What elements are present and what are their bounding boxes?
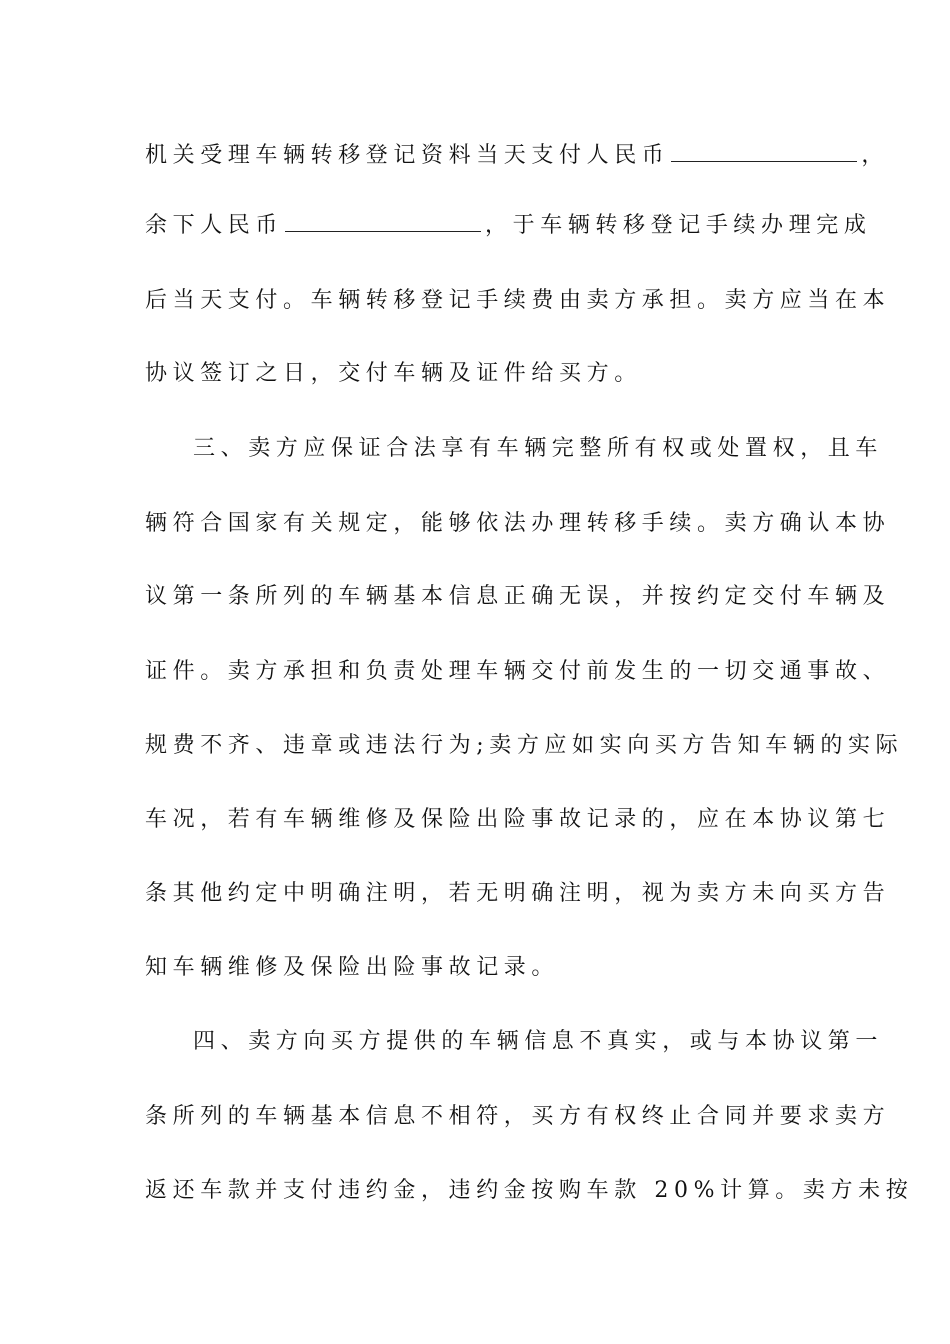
line-3-text: 后当天支付。车辆转移登记手续费由卖方承担。卖方应当在本: [145, 288, 891, 313]
text-line-2: [145, 210, 872, 242]
line-4-text: 协议签订之日，交付车辆及证件给买方。: [145, 361, 642, 386]
paragraph-3-start: [193, 433, 884, 465]
line-5-text: 三、卖方应保证合法享有车辆完整所有权或处置权，且车: [193, 436, 884, 461]
text-line-9: [145, 730, 904, 762]
line-12-text: 知车辆维修及保险出险事故记录。: [145, 955, 560, 980]
line-10-text: 车况，若有车辆维修及保险出险事故记录的，应在本协议第七: [145, 807, 891, 832]
text-line-11: [145, 878, 891, 910]
text-line-15: [145, 1175, 914, 1207]
line-2-suffix: ，于车辆转移登记手续办理完成: [485, 213, 872, 238]
text-line-10: [145, 804, 891, 836]
blank-amount-2: [285, 211, 481, 232]
line-14-text: 条所列的车辆基本信息不相符，买方有权终止合同并要求卖方: [145, 1104, 891, 1129]
line-13-text: 四、卖方向买方提供的车辆信息不真实，或与本协议第一: [193, 1029, 884, 1054]
text-line-3: [145, 285, 891, 317]
text-line-4: [145, 358, 825, 390]
line-1-text: 机关受理车辆转移登记资料当天支付人民币: [145, 143, 670, 168]
line-11-text: 条其他约定中明确注明，若无明确注明，视为卖方未向买方告: [145, 881, 891, 906]
line-6-text: 辆符合国家有关规定，能够依法办理转移手续。卖方确认本协: [145, 511, 891, 536]
text-line-7: [145, 581, 891, 613]
text-line-1: [145, 140, 890, 172]
line-7-text: 议第一条所列的车辆基本信息正确无误，并按约定交付车辆及: [145, 584, 891, 609]
text-line-8: [145, 656, 891, 688]
line-2-text: 余下人民币: [145, 213, 284, 238]
text-line-12: [145, 952, 825, 984]
text-line-6: [145, 508, 891, 540]
paragraph-4-start: [193, 1026, 884, 1058]
line-15-text: 返还车款并支付违约金，违约金按购车款 20%计算。卖方未按: [145, 1178, 914, 1203]
line-1-suffix: ，: [861, 143, 890, 168]
text-line-14: [145, 1101, 891, 1133]
line-8-text: 证件。卖方承担和负责处理车辆交付前发生的一切交通事故、: [145, 659, 891, 684]
line-9-text: 规费不齐、违章或违法行为;卖方应如实向买方告知车辆的实际: [145, 733, 904, 758]
blank-amount-1: [671, 141, 857, 162]
